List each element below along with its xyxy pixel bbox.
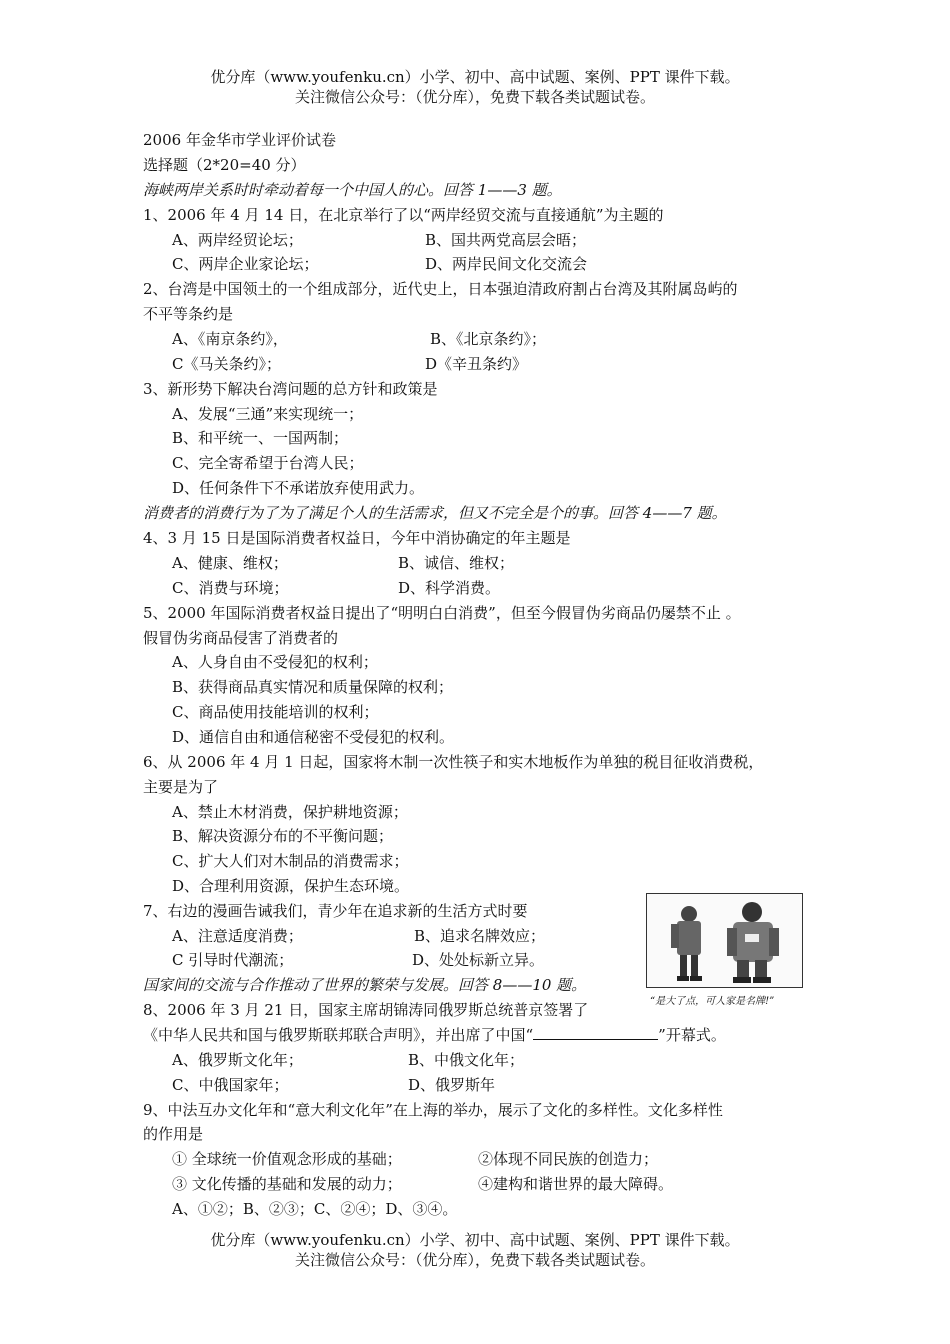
- q7-option-c: C 引导时代潮流；: [172, 951, 294, 969]
- q7-option-b: B、追求名牌效应；: [414, 927, 546, 945]
- q6-option-b: B、解决资源分布的不平衡问题；: [172, 827, 394, 845]
- q2-stem-2: 不平等条约是: [143, 305, 234, 323]
- q6-stem-2: 主要是为了: [143, 778, 219, 796]
- q5-option-a: A、人身自由不受侵犯的权利；: [172, 653, 378, 671]
- q6-option-c: C、扩大人们对木制品的消费需求；: [172, 852, 409, 870]
- q5-option-c: C、商品使用技能培训的权利；: [172, 703, 379, 721]
- q2-option-c: C《马关条约》；: [172, 355, 281, 373]
- q9-answer-options: A、①②；B、②③；C、②④；D、③④。: [172, 1200, 458, 1218]
- intro-3: 国家间的交流与合作推动了世界的繁荣与发展。回答 8——10 题。: [143, 976, 587, 994]
- q2-option-a: A、《南京条约》，: [172, 330, 288, 348]
- q3-option-a: A、发展“三通”来实现统一；: [172, 405, 364, 423]
- q2-option-b: B、《北京条约》；: [430, 330, 547, 348]
- q9-statement-3: ③ 文化传播的基础和发展的动力；: [172, 1175, 402, 1193]
- q1-option-b: B、国共两党高层会晤；: [425, 231, 587, 249]
- q4-option-d: D、科学消费。: [398, 579, 501, 597]
- q5-option-b: B、获得商品真实情况和质量保障的权利；: [172, 678, 454, 696]
- intro-1: 海峡两岸关系时时牵动着每一个中国人的心。回答 1——3 题。: [143, 181, 562, 199]
- q1-option-d: D、两岸民间文化交流会: [425, 255, 588, 273]
- q8-option-c: C、中俄国家年；: [172, 1076, 289, 1094]
- q1-option-a: A、两岸经贸论坛；: [172, 231, 303, 249]
- q9-statement-4: ④建构和谐世界的最大障碍。: [478, 1175, 674, 1193]
- q9-statement-2: ②体现不同民族的创造力；: [478, 1150, 659, 1168]
- q9-stem-2: 的作用是: [143, 1125, 204, 1143]
- q4-option-b: B、诚信、维权；: [398, 554, 515, 572]
- q2-stem-1: 2、台湾是中国领土的一个组成部分，近代史上，日本强迫清政府割占台湾及其附属岛屿的: [143, 280, 738, 298]
- q9-stem-1: 9、中法互办文化年和“意大利文化年”在上海的举办，展示了文化的多样性。文化多样性: [143, 1101, 723, 1119]
- q8-stem-2b: ”开幕式。: [658, 1026, 726, 1044]
- q6-option-a: A、禁止木材消费，保护耕地资源；: [172, 803, 408, 821]
- footer-line-1: 优分库（www.youfenku.cn）小学、初中、高中试题、案例、PPT 课件下载。: [210, 1231, 740, 1249]
- q5-stem-1: 5、2000 年国际消费者权益日提出了“明明白白消费”，但至今假冒伪劣商品仍屡禁不止 。: [143, 604, 741, 622]
- header-line-1: 优分库（www.youfenku.cn）小学、初中、高中试题、案例、PPT 课件下载。: [210, 68, 740, 86]
- q7-option-d: D、处处标新立异。: [412, 951, 545, 969]
- q5-stem-2: 假冒伪劣商品侵害了消费者的: [143, 629, 339, 647]
- q8-answer-blank[interactable]: [533, 1025, 658, 1040]
- q2-option-d: D《辛丑条约》: [425, 355, 528, 373]
- q7-option-a: A、注意适度消费；: [172, 927, 303, 945]
- q4-stem: 4、3 月 15 日是国际消费者权益日，今年中消协确定的年主题是: [143, 529, 571, 547]
- q8-option-a: A、俄罗斯文化年；: [172, 1051, 303, 1069]
- q5-option-d: D、通信自由和通信秘密不受侵犯的权利。: [172, 728, 455, 746]
- q6-stem-1: 6、从 2006 年 4 月 1 日起，国家将木制一次性筷子和实木地板作为单独的税目征收消费税，: [143, 753, 764, 771]
- q8-stem-2: [143, 1025, 726, 1045]
- q3-stem: 3、新形势下解决台湾问题的总方针和政策是: [143, 380, 438, 398]
- q8-stem-2a: 《中华人民共和国与俄罗斯联邦联合声明》，并出席了中国“: [143, 1026, 534, 1044]
- footer-line-2: 关注微信公众号：（优分库），免费下载各类试题试卷。: [294, 1251, 655, 1269]
- q3-option-b: B、和平统一、一国两制；: [172, 429, 349, 447]
- header-line-2: 关注微信公众号：（优分库），免费下载各类试题试卷。: [294, 88, 655, 106]
- exam-title: 2006 年金华市学业评价试卷: [143, 131, 336, 149]
- q1-option-c: C、两岸企业家论坛；: [172, 255, 319, 273]
- q8-option-d: D、俄罗斯年: [408, 1076, 496, 1094]
- q3-option-d: D、任何条件下不承诺放弃使用武力。: [172, 479, 425, 497]
- cartoon-illustration: [647, 894, 802, 987]
- q1-stem: 1、2006 年 4 月 14 日，在北京举行了以“两岸经贸交流与直接通航”为主题的: [143, 206, 664, 224]
- q6-option-d: D、合理利用资源，保护生态环境。: [172, 877, 410, 895]
- cartoon-caption: “是大了点，可人家是名牌!”: [650, 996, 775, 1007]
- q4-option-c: C、消费与环境；: [172, 579, 289, 597]
- section-heading: 选择题（2*20=40 分）: [143, 156, 306, 174]
- q4-option-a: A、健康、维权；: [172, 554, 288, 572]
- intro-2: 消费者的消费行为了为了满足个人的生活需求，但又不完全是个的事。回答 4——7 题。: [143, 504, 727, 522]
- q8-stem-1: 8、2006 年 3 月 21 日，国家主席胡锦涛同俄罗斯总统普京签署了: [143, 1001, 589, 1019]
- q3-option-c: C、完全寄希望于台湾人民；: [172, 454, 364, 472]
- q9-statement-1: ① 全球统一价值观念形成的基础；: [172, 1150, 402, 1168]
- cartoon-image: [646, 893, 803, 988]
- q8-option-b: B、中俄文化年；: [408, 1051, 525, 1069]
- q7-stem: 7、右边的漫画告诫我们，青少年在追求新的生活方式时要: [143, 902, 528, 920]
